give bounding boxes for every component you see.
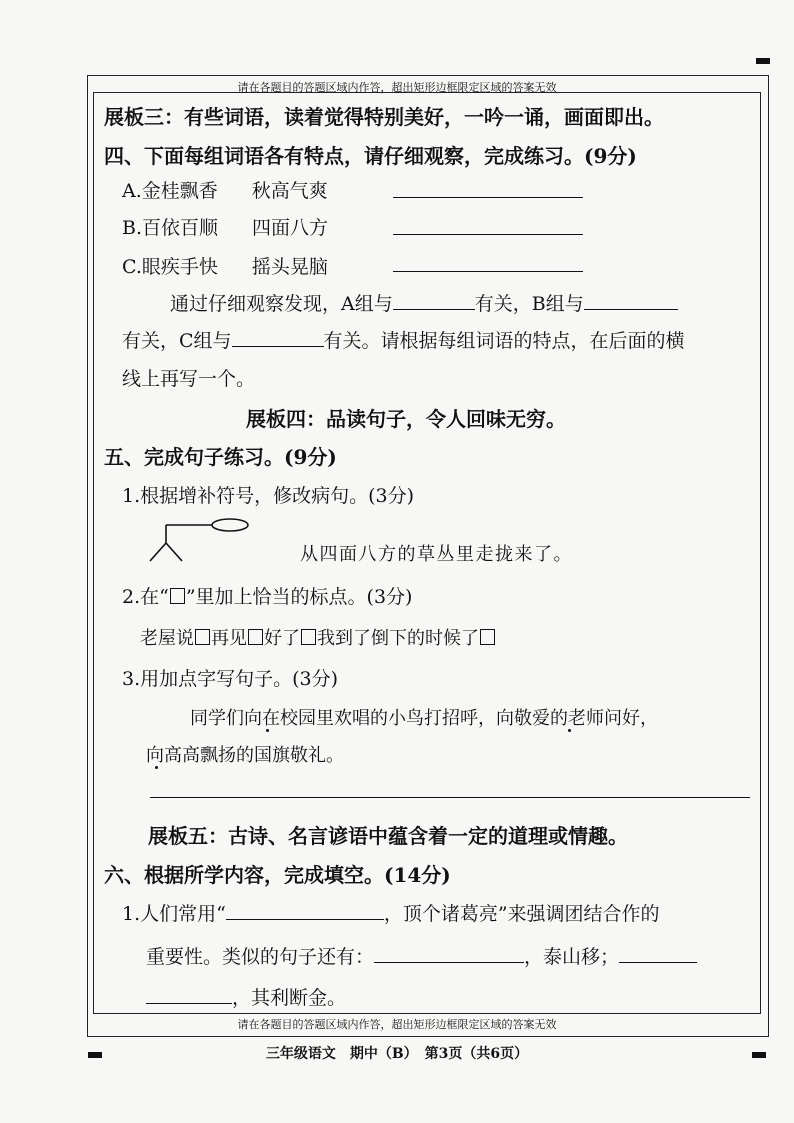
word-a1: A.金桂飘香 xyxy=(122,180,218,202)
q6-line1: 1.人们常用“ ，顶个诸葛亮”来强调团结合作的 xyxy=(122,903,660,925)
punctuation-box-1[interactable] xyxy=(195,629,210,645)
q4-paragraph-line3: 线上再写一个。 xyxy=(122,368,256,390)
question-5-title: 五、完成句子练习。(9分) xyxy=(104,445,337,469)
q5-sub2: 2.在“ ”里加上恰当的标点。(3分) xyxy=(122,586,413,608)
word-group-b xyxy=(122,213,328,240)
punctuation-box-3[interactable] xyxy=(301,629,316,645)
word-c2: 摇头晃脑 xyxy=(251,256,328,278)
emphasis-dot-1 xyxy=(266,729,269,732)
question-4-title: 四、下面每组词语各有特点，请仔细观察，完成练习。(9分) xyxy=(104,144,637,168)
q5-sub3: 3.用加点字写句子。(3分) xyxy=(122,668,339,690)
notice-top: 请在各题目的答题区域内作答，超出矩形边框限定区域的答案无效 xyxy=(237,81,557,94)
board-4-heading: 展板四：品读句子，令人回味无穷。 xyxy=(246,407,566,431)
blank-proverb-4[interactable] xyxy=(146,985,232,1004)
notice-bottom: 请在各题目的答题区域内作答，超出矩形边框限定区域的答案无效 xyxy=(237,1018,557,1031)
word-c1: C.眼疾手快 xyxy=(122,256,218,278)
blank-group-b[interactable] xyxy=(584,291,678,310)
q6-line2: 重要性。类似的句子还有： ，泰山移； xyxy=(146,942,697,969)
blank-group-c[interactable] xyxy=(232,328,324,347)
page-footer: 三年级语文 期中（B） 第3页（共6页） xyxy=(265,1046,529,1062)
answer-line-a[interactable] xyxy=(393,197,583,198)
word-group-c xyxy=(122,252,328,279)
word-b1: B.百依百顺 xyxy=(122,217,219,239)
answer-line-b[interactable] xyxy=(393,234,583,235)
word-b2: 四面八方 xyxy=(252,217,329,239)
word-group-a xyxy=(122,176,328,203)
emphasis-dot-3 xyxy=(155,766,158,769)
insertion-mark-icon xyxy=(146,515,256,565)
q4-paragraph-line2: 有关，C组与 有关。请根据每组词语的特点，在后面的横 xyxy=(122,330,685,352)
punctuation-box-sample xyxy=(170,588,185,604)
board-5-heading: 展板五：古诗、名言谚语中蕴含着一定的道理或情趣。 xyxy=(148,824,628,848)
punctuation-box-4[interactable] xyxy=(480,629,495,645)
q4-paragraph-line1: 通过仔细观察发现，A组与 有关，B组与 xyxy=(170,289,678,316)
board-3-heading: 展板三：有些词语，读着觉得特别美好，一吟一诵，画面即出。 xyxy=(104,105,664,129)
answer-line-c[interactable] xyxy=(393,271,583,272)
q5-sub3-line1: 同学们向在校园里欢唱的小鸟打招呼，向敬爱的老师问好， xyxy=(190,708,658,729)
blank-group-a[interactable] xyxy=(393,291,475,310)
blank-proverb-1[interactable] xyxy=(226,901,384,920)
q5-sub3-line2: 向高高飘扬的国旗敬礼。 xyxy=(146,745,344,766)
q6-line3: ，其利断金。 xyxy=(146,983,346,1010)
blank-proverb-2[interactable] xyxy=(374,944,524,963)
blank-proverb-3[interactable] xyxy=(619,944,697,963)
punctuation-box-2[interactable] xyxy=(248,629,263,645)
question-6-title: 六、根据所学内容，完成填空。(14分) xyxy=(104,863,451,887)
emphasis-dot-2 xyxy=(568,729,571,732)
q5-answer-line[interactable] xyxy=(150,797,750,798)
q5-sub1-sentence: 从四面八方的草丛里走拢来了。 xyxy=(300,544,573,565)
q5-sub2-sentence: 老屋说 再见 好了 我到了倒下的时候了 xyxy=(140,624,496,650)
registration-mark-top-right xyxy=(756,58,770,64)
q5-sub1: 1.根据增补符号，修改病句。(3分) xyxy=(122,485,415,507)
word-a2: 秋高气爽 xyxy=(251,180,328,202)
